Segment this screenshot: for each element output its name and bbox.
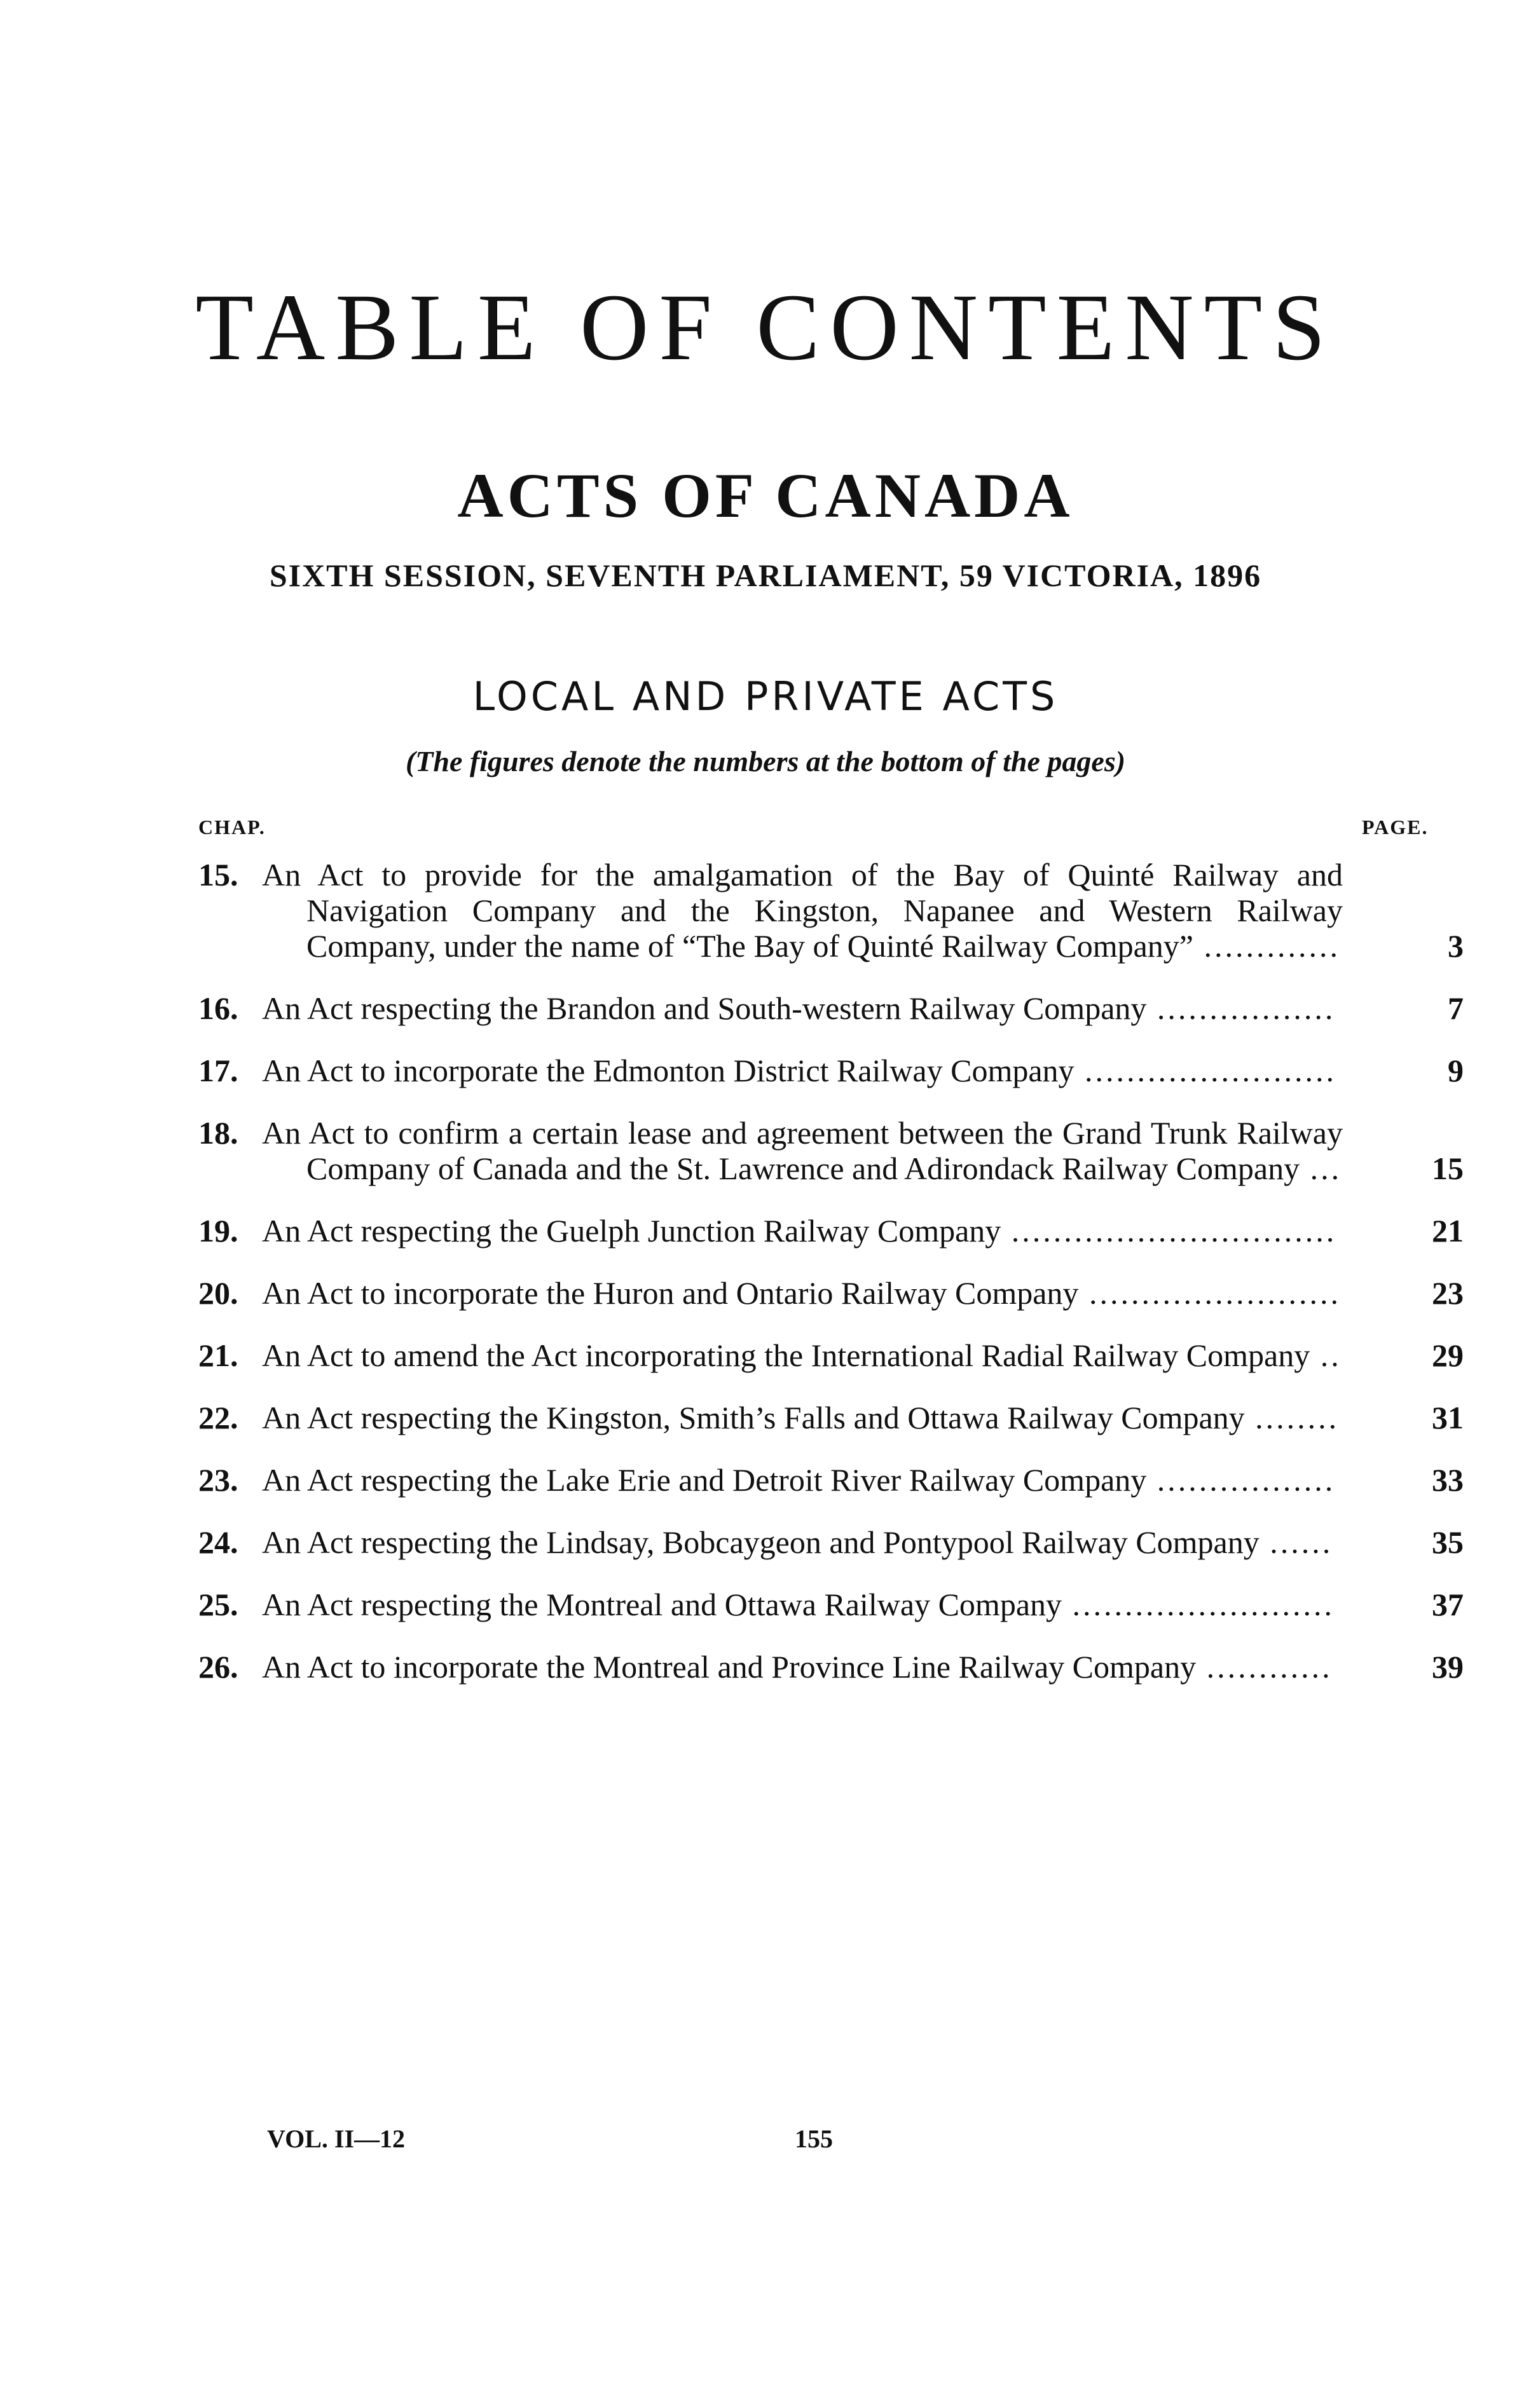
contents-list: [198, 857, 1464, 1711]
page-reference: 21: [1432, 1213, 1464, 1248]
page-reference: 35: [1432, 1524, 1464, 1560]
act-title-text: An Act to confirm a certain lease and agreement between the Grand Trunk Railway Company of Canada and the St. Lawrence and Adirondack Railway Company: [262, 1115, 1343, 1186]
act-title: [262, 990, 1343, 1026]
page-reference: 3: [1448, 928, 1464, 964]
contents-entry: [198, 1649, 1464, 1685]
chapter-number: 21.: [198, 1337, 238, 1373]
page-reference: 31: [1432, 1400, 1464, 1435]
chapter-number: 18.: [198, 1115, 238, 1151]
chapter-column-heading: CHAP.: [198, 816, 266, 838]
act-title: [262, 1275, 1343, 1311]
dot-leader: ........................: [1078, 1275, 1341, 1311]
act-title: [262, 1462, 1343, 1498]
act-title-text: An Act respecting the Montreal and Ottawa Railway Company: [262, 1587, 1062, 1622]
act-title: [262, 1400, 1343, 1435]
dot-leader: ...............................: [1001, 1213, 1337, 1248]
page-reference: 29: [1432, 1337, 1464, 1373]
chapter-number: 17.: [198, 1053, 238, 1088]
act-title: [262, 1053, 1343, 1088]
volume-signature: VOL. II—12: [267, 2124, 406, 2153]
act-title-text: An Act respecting the Kingston, Smith’s Falls and Ottawa Railway Company: [262, 1400, 1245, 1435]
act-title-text: An Act respecting the Brandon and South-western Railway Company: [262, 990, 1147, 1026]
page-reference: 37: [1432, 1587, 1464, 1622]
contents-entry: [198, 1400, 1464, 1435]
contents-entry: [198, 1462, 1464, 1498]
act-title-text: An Act respecting the Guelph Junction Railway Company: [262, 1213, 1001, 1248]
dot-leader: ......: [1259, 1524, 1333, 1560]
act-title: [262, 1115, 1343, 1186]
page-title: TABLE OF CONTENTS: [195, 275, 1336, 380]
act-title-text: An Act to provide for the amalgamation of the Bay of Quinté Railway and Navigation Company and the Kingston, Napanee and Western Railway Company, under the name of “The Bay of Quinté Railway Company”: [262, 857, 1343, 964]
dot-leader: .................: [1146, 1462, 1336, 1498]
contents-entry: [198, 1524, 1464, 1560]
page-column-heading: PAGE.: [1362, 816, 1429, 838]
dot-leader: ...: [1300, 1151, 1342, 1186]
contents-entry: [198, 857, 1464, 964]
chapter-number: 23.: [198, 1462, 238, 1498]
contents-entry: [198, 1213, 1464, 1248]
chapter-number: 22.: [198, 1400, 238, 1435]
contents-entry: [198, 1337, 1464, 1373]
page-reference: 23: [1432, 1275, 1464, 1311]
act-title-text: An Act to incorporate the Montreal and Province Line Railway Company: [262, 1649, 1197, 1685]
page-reference: 7: [1448, 990, 1464, 1026]
dot-leader: .................: [1146, 990, 1336, 1026]
page-reference: 39: [1432, 1649, 1464, 1685]
contents-entry: [198, 1115, 1464, 1186]
page-subtitle: ACTS OF CANADA: [457, 460, 1074, 531]
act-title: [262, 1649, 1343, 1685]
contents-entry: [198, 1053, 1464, 1088]
chapter-number: 16.: [198, 990, 238, 1026]
act-title: [262, 1213, 1343, 1248]
act-title-text: An Act to incorporate the Edmonton District Railway Company: [262, 1053, 1074, 1088]
page-reference: 9: [1448, 1053, 1464, 1088]
act-title: [262, 1337, 1343, 1373]
act-title-text: An Act to amend the Act incorporating the International Radial Railway Company: [262, 1337, 1310, 1373]
figures-note: (The figures denote the numbers at the bottom of the pages): [405, 745, 1126, 777]
dot-leader: ........................: [1074, 1053, 1337, 1088]
session-line: SIXTH SESSION, SEVENTH PARLIAMENT, 59 VICTORIA, 1896: [269, 558, 1262, 593]
act-title: [262, 857, 1343, 964]
contents-entry: [198, 1275, 1464, 1311]
dot-leader: ..: [1310, 1337, 1342, 1373]
chapter-number: 24.: [198, 1524, 238, 1560]
dot-leader: .........................: [1062, 1587, 1335, 1622]
chapter-number: 20.: [198, 1275, 238, 1311]
section-heading: LOCAL AND PRIVATE ACTS: [472, 673, 1059, 720]
page-reference: 15: [1432, 1151, 1464, 1186]
page-number: 155: [795, 2124, 833, 2153]
contents-entry: [198, 990, 1464, 1026]
act-title: [262, 1524, 1343, 1560]
chapter-number: 26.: [198, 1649, 238, 1685]
act-title-text: An Act respecting the Lindsay, Bobcaygeon and Pontypool Railway Company: [262, 1524, 1260, 1560]
chapter-number: 25.: [198, 1587, 238, 1622]
act-title-text: An Act to incorporate the Huron and Ontario Railway Company: [262, 1275, 1079, 1311]
dot-leader: ............: [1196, 1649, 1333, 1685]
chapter-number: 15.: [198, 857, 238, 893]
dot-leader: .............: [1193, 928, 1340, 964]
act-title-text: An Act respecting the Lake Erie and Detroit River Railway Company: [262, 1462, 1147, 1498]
dot-leader: ........: [1244, 1400, 1340, 1435]
page-reference: 33: [1432, 1462, 1464, 1498]
act-title: [262, 1587, 1343, 1622]
chapter-number: 19.: [198, 1213, 238, 1248]
contents-entry: [198, 1587, 1464, 1622]
